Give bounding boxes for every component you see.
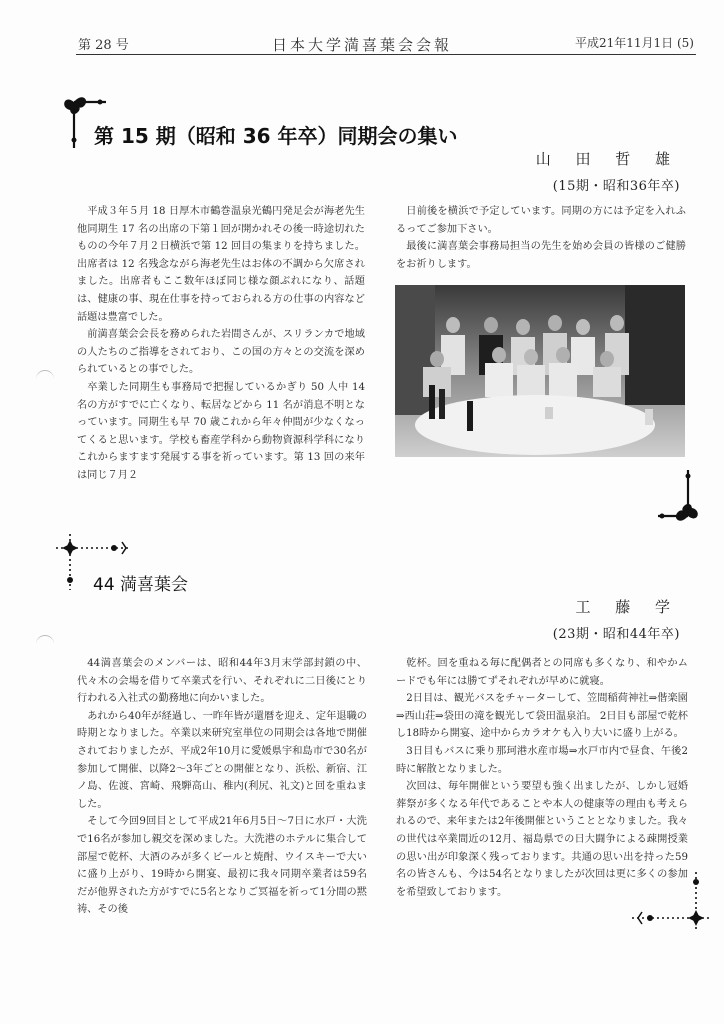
paragraph: あれから40年が経過し、一昨年皆が還暦を迎え、定年退職の時期となりました。卒業以来研究室単位の同期会は各地で開催されておりましたが、平成2年10月に愛媛県宇和島市で30名が参加して開催、以降2～3年ごとの開催となり、浜松、新宿、江ノ島、佐渡、宮崎、飛騨高山、稚内(利尻、礼文)と回を重ねました。 [77,710,367,810]
author-class-year: (15期・昭和36年卒) [552,179,680,194]
article-byline [553,596,680,642]
article-byline [536,148,680,194]
newspaper-title: 日本大学満喜葉会会報 [271,36,452,54]
dotted-cross-ornament-icon [630,870,716,938]
paragraph: そして今回9回目として平成21年6月5日～7日に水戸・大洗で16名が参加し親交を深めました。大洗港のホテルに集合して部屋で乾杯、大酒のみが多くビールと焼酎、ウイスキーで大いに盛り上がり、19時から開宴、最初に我々同期卒業者は59名だが他界された方がすでに5名となりご冥福を祈って1分間の黙祷、その後 [77,816,367,916]
punch-hole-mark [36,370,54,381]
article-column [77,203,365,485]
article-title: 44 満喜葉会 [93,575,189,595]
article-column [77,655,367,919]
author-name: 工 藤 学 [575,598,680,616]
paragraph: 次回は、毎年開催という要望も強く出ましたが、しかし冠婚葬祭が多くなる年代であることや本人の健康等の理由も考えられるので、来年または2年後開催ということとなりました。我々の世代は卒業間近の12月、福島県での日大闘争による疎開授業の思い出が印象深く残っております。共通の思い出を持った59名の皆さんも、今は54名となりましたが次回は更に多くの参加を希望致しております。 [396,781,688,898]
issue-date-page: 平成21年11月1日 (5) [575,36,694,50]
paragraph: 2日目は、観光バスをチャーターして、笠間稲荷神社⇒偕楽園⇒西山荘⇒袋田の滝を観光して袋田温泉泊。 2日目も部屋で乾杯し18時から開宴、途中からカラオケも入り大いに盛り上がる。 [396,693,688,740]
paragraph: 最後に満喜葉会事務局担当の先生を始め会員の皆様のご健勝をお祈りします。 [396,241,686,270]
article-title: 第 15 期（昭和 36 年卒）同期会の集い [94,124,458,148]
paragraph: 日前後を横浜で予定しています。同期の方には予定を入れふるってご参加下さい。 [396,206,686,235]
group-photo-image [395,285,685,457]
article-column [396,203,686,273]
author-name: 山 田 哲 雄 [535,150,680,168]
corner-ornament-icon [656,468,702,526]
paragraph: 卒業した同期生も事務局で把握しているかぎり 50 人中 14 名の方がすでに亡くなり、転居などから 11 名が消息不明となっています。同期生も早 70 歳これから年々仲間が少なくなってくると思います。学校も畜産学科から動物資源科学科になりこれからますます発展する事を祈っています。第 13 回の来年は同じ７月２ [77,381,365,481]
paragraph: 平成３年５月 18 日厚木市鶴巻温泉光鶴円発足会が海老先生他同期生 17 名の出席の下第１回が開かれその後一時途切れたものの今年７月２日横浜で第 12 回目の集まりを持ちました。出席者は 12 名残念ながら海老先生はお体の不調から欠席されました。出席者もここ数年ほぼ同じ様な顔ぶれになり、話題は、健康の事、現在仕事を持っておられる方の仕事の内容など話題は豊富でした。 [77,206,365,323]
header-rule [76,54,696,55]
issue-number: 第 28 号 [78,38,129,53]
paragraph: 3日目もバスに乗り那珂港水産市場⇒水戸市内で昼食、午後2時に解散となりました。 [396,745,688,775]
paragraph: 前満喜葉会会長を務められた岩間さんが、スリランカで地域の人たちのご指導をされており、この国の方々との交流を深められているとの事でした。 [77,329,365,376]
article-column [396,655,688,901]
author-class-year: (23期・昭和44年卒) [552,627,680,642]
paragraph: 44満喜葉会のメンバーは、昭和44年3月末学部封鎖の中、代々木の会場を借りて卒業式を行い、それぞれに二日後にとり行われる入社式の勤務地に向かいました。 [77,658,367,705]
paragraph: 乾杯。回を重ねる毎に配偶者との同席も多くなり、和やかムードでも年には勝てずそれぞれが早めに就寝。 [396,658,688,687]
punch-hole-mark [36,635,54,646]
group-photo [395,285,685,457]
